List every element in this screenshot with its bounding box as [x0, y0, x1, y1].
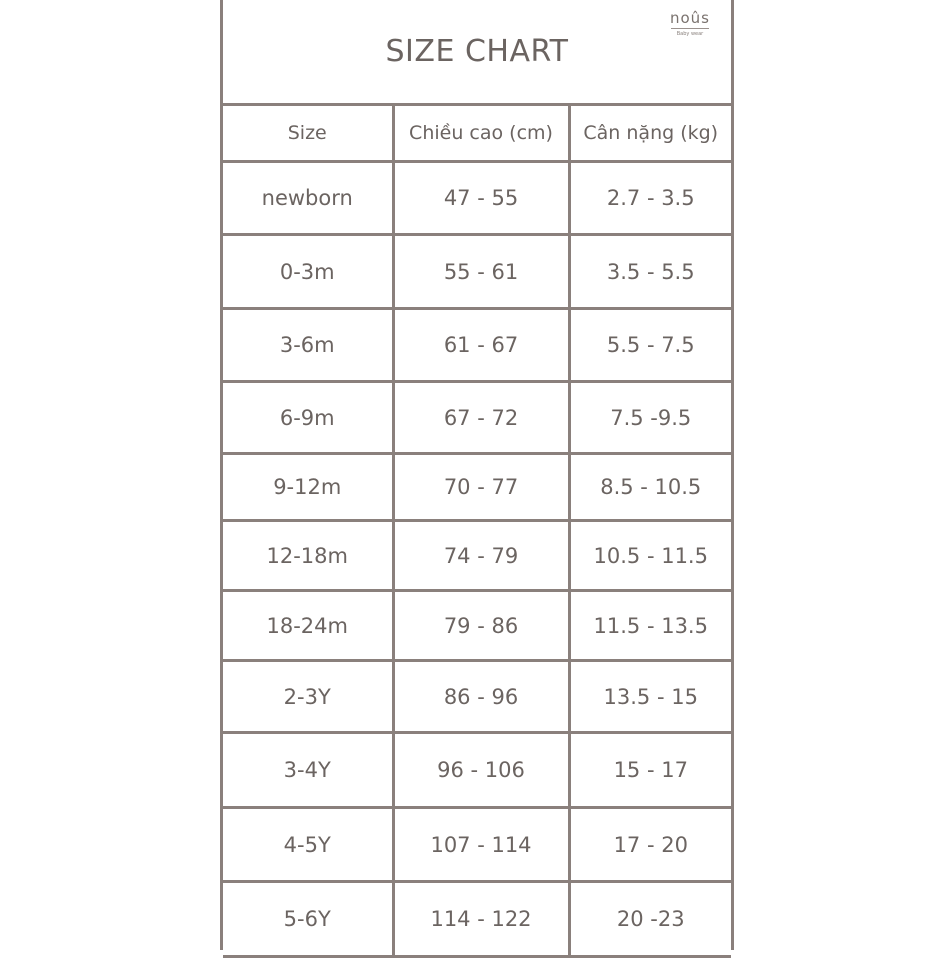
brand-logo: [667, 10, 713, 37]
cell-height: 61 - 67: [393, 309, 569, 382]
cell-size: 9-12m: [223, 454, 393, 521]
table-row: [223, 382, 731, 454]
cell-weight: 11.5 - 13.5: [569, 591, 731, 661]
cell-size: 3-6m: [223, 309, 393, 382]
cell-size: 4-5Y: [223, 808, 393, 882]
table-header-row: [223, 106, 731, 162]
cell-weight: 2.7 - 3.5: [569, 162, 731, 235]
table-row: [223, 882, 731, 957]
cell-height: 107 - 114: [393, 808, 569, 882]
brand-logo-tagline: Baby wear: [676, 31, 704, 37]
table-row: [223, 235, 731, 309]
cell-weight: 13.5 - 15: [569, 661, 731, 733]
title-block: [223, 0, 731, 106]
cell-size: 5-6Y: [223, 882, 393, 957]
header-weight: Cân nặng (kg): [569, 106, 731, 162]
cell-height: 114 - 122: [393, 882, 569, 957]
cell-height: 86 - 96: [393, 661, 569, 733]
page-title: SIZE CHART: [385, 34, 569, 69]
size-chart-sheet: [220, 0, 734, 950]
cell-size: newborn: [223, 162, 393, 235]
cell-weight: 10.5 - 11.5: [569, 521, 731, 591]
cell-weight: 15 - 17: [569, 733, 731, 808]
cell-size: 12-18m: [223, 521, 393, 591]
table-row: [223, 733, 731, 808]
cell-height: 70 - 77: [393, 454, 569, 521]
cell-height: 55 - 61: [393, 235, 569, 309]
table-row: [223, 162, 731, 235]
cell-height: 47 - 55: [393, 162, 569, 235]
table-row: [223, 521, 731, 591]
cell-size: 6-9m: [223, 382, 393, 454]
cell-size: 2-3Y: [223, 661, 393, 733]
cell-size: 18-24m: [223, 591, 393, 661]
cell-height: 96 - 106: [393, 733, 569, 808]
cell-weight: 3.5 - 5.5: [569, 235, 731, 309]
cell-weight: 7.5 -9.5: [569, 382, 731, 454]
header-height: Chiều cao (cm): [393, 106, 569, 162]
cell-weight: 5.5 - 7.5: [569, 309, 731, 382]
table-row: [223, 808, 731, 882]
cell-weight: 20 -23: [569, 882, 731, 957]
cell-size: 3-4Y: [223, 733, 393, 808]
brand-logo-mark: noûs: [669, 9, 710, 27]
cell-height: 74 - 79: [393, 521, 569, 591]
cell-height: 79 - 86: [393, 591, 569, 661]
cell-weight: 8.5 - 10.5: [569, 454, 731, 521]
table-row: [223, 454, 731, 521]
cell-height: 67 - 72: [393, 382, 569, 454]
brand-logo-divider: [671, 28, 709, 29]
table-row: [223, 661, 731, 733]
cell-weight: 17 - 20: [569, 808, 731, 882]
cell-size: 0-3m: [223, 235, 393, 309]
header-size: Size: [223, 106, 393, 162]
table-row: [223, 309, 731, 382]
table-row: [223, 591, 731, 661]
size-table: [223, 106, 731, 958]
